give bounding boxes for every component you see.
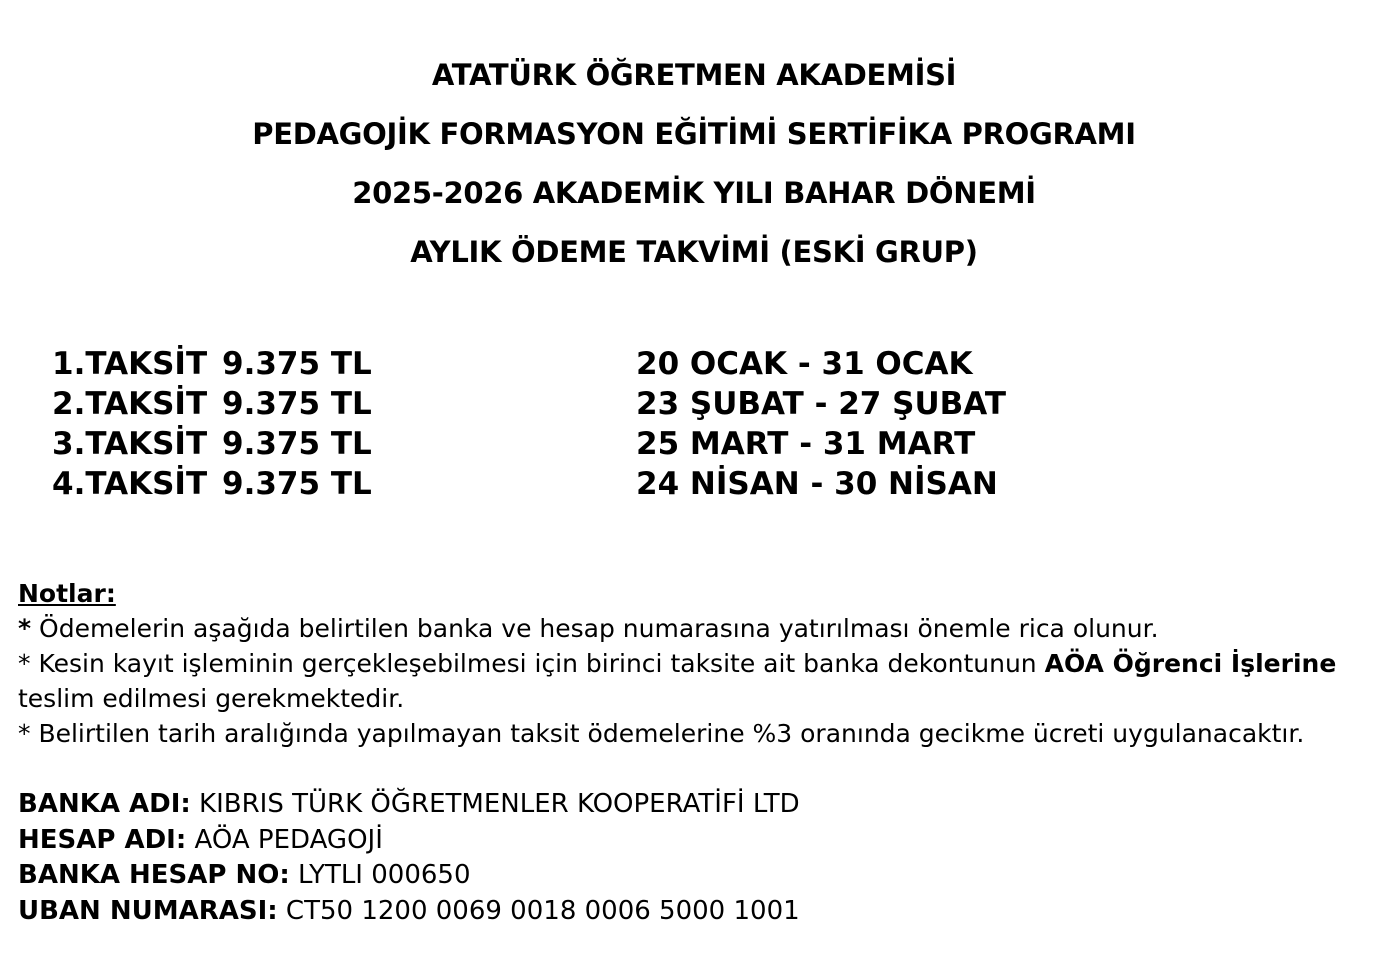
notes-title: Notlar: bbox=[18, 579, 116, 608]
account-number-label: BANKA HESAP NO: bbox=[18, 860, 290, 890]
installment-amount: 9.375 TL bbox=[222, 466, 372, 502]
note-text: Ödemelerin aşağıda belirtilen banka ve hesap numarasına yatırılması önemle rica olunur. bbox=[31, 614, 1159, 643]
bank-details bbox=[18, 787, 800, 929]
installment-amount: 9.375 TL bbox=[222, 386, 372, 422]
bank-name-label: BANKA ADI: bbox=[18, 789, 191, 819]
notes-section bbox=[18, 576, 1388, 751]
note-text: * Kesin kayıt işleminin gerçekleşebilmesi için birinci taksite ait banka dekontunun bbox=[18, 649, 1045, 678]
note-payment-instruction bbox=[18, 611, 1388, 646]
document-header bbox=[0, 46, 1388, 282]
installment-label: 3.TAKSİT bbox=[52, 426, 208, 462]
account-number-value: LYTLI 000650 bbox=[289, 860, 471, 890]
installment-dates: 24 NİSAN - 30 NİSAN bbox=[636, 466, 998, 502]
note-text: teslim edilmesi gerekmektedir. bbox=[18, 684, 405, 713]
account-name-value: AÖA PEDAGOJİ bbox=[186, 824, 383, 855]
account-name bbox=[18, 823, 800, 859]
academy-name: ATATÜRK ÖĞRETMEN AKADEMİSİ bbox=[431, 58, 957, 92]
bank-name-value: KIBRIS TÜRK ÖĞRETMENLER KOOPERATİFİ LTD bbox=[190, 789, 800, 819]
installment-amount: 9.375 TL bbox=[222, 426, 372, 462]
iban-value: CT50 1200 0069 0018 0006 5000 1001 bbox=[277, 895, 800, 926]
bank-name bbox=[18, 787, 800, 823]
program-title: PEDAGOJİK FORMASYON EĞİTİMİ SERTİFİKA PROGRAMI bbox=[252, 117, 1136, 151]
account-number bbox=[18, 858, 800, 894]
installment-amount: 9.375 TL bbox=[222, 346, 372, 382]
note-registration bbox=[18, 646, 1388, 716]
note-late-fee: * Belirtilen tarih aralığında yapılmayan taksit ödemelerine %3 oranında gecikme ücreti uygulanacaktır. bbox=[18, 719, 1305, 748]
installment-dates: 20 OCAK - 31 OCAK bbox=[636, 346, 973, 382]
installment-label: 1.TAKSİT bbox=[52, 346, 208, 382]
note-emphasis: AÖA Öğrenci İşlerine bbox=[1044, 649, 1337, 678]
semester-title: 2025-2026 AKADEMİK YILI BAHAR DÖNEMİ bbox=[352, 176, 1036, 210]
iban-label: UBAN NUMARASI: bbox=[18, 895, 278, 926]
schedule-title: AYLIK ÖDEME TAKVİMİ (ESKİ GRUP) bbox=[410, 235, 978, 269]
note-bullet: * bbox=[18, 614, 32, 643]
installment-dates: 23 ŞUBAT - 27 ŞUBAT bbox=[636, 386, 1007, 422]
installment-label: 2.TAKSİT bbox=[52, 386, 208, 422]
installment-label: 4.TAKSİT bbox=[52, 466, 208, 502]
account-name-label: HESAP ADI: bbox=[18, 824, 187, 855]
installment-dates: 25 MART - 31 MART bbox=[636, 426, 976, 462]
iban-number bbox=[18, 894, 800, 930]
